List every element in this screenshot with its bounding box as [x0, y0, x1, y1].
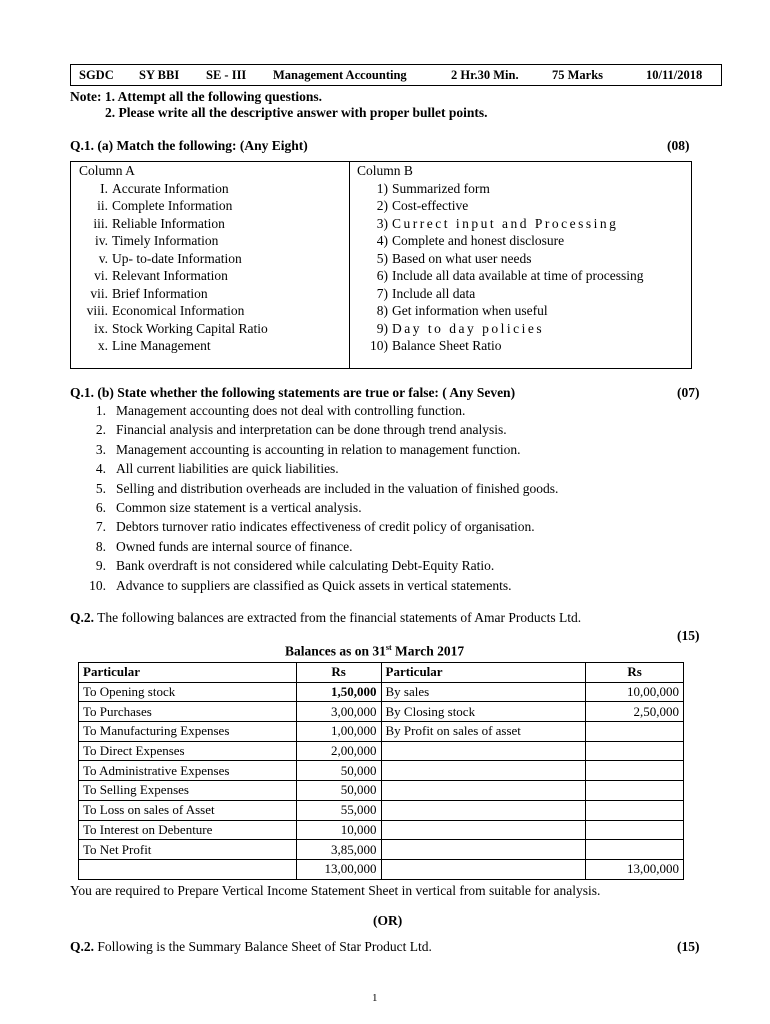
left-amount: 1,50,000: [296, 682, 381, 702]
column-a-item-number: ix.: [94, 320, 108, 336]
statement-text: Advance to suppliers are classified as Quick assets in vertical statements.: [116, 577, 512, 593]
column-a-item: [71, 215, 349, 233]
column-b: [350, 162, 691, 355]
statement-number: 10.: [89, 577, 106, 593]
right-amount: [586, 722, 684, 742]
left-particular: To Net Profit: [79, 840, 297, 860]
balances-title-post: March 2017: [391, 643, 465, 659]
subject: Management Accounting: [273, 68, 407, 82]
column-a-item-text: Relevant Information: [112, 268, 228, 283]
right-amount: [586, 761, 684, 781]
header-particular-2: Particular: [381, 663, 586, 683]
column-b-item-number: 6): [376, 268, 388, 283]
left-particular: To Purchases: [79, 702, 297, 722]
left-amount: 2,00,000: [296, 741, 381, 761]
column-a-item-number: viii.: [86, 303, 108, 318]
header-rs-2: Rs: [586, 663, 684, 683]
column-b-item: [350, 215, 691, 233]
total-marks: 75 Marks: [552, 68, 604, 82]
column-b-item-text: Include all data available at time of processing: [392, 268, 644, 283]
q1a-title: Q.1. (a) Match the following: (Any Eight): [70, 138, 308, 153]
column-a-item-number: v.: [98, 250, 108, 266]
left-amount: 10,000: [296, 820, 381, 840]
balances-title-sup: st: [385, 643, 392, 652]
balances-row: [79, 820, 684, 840]
left-particular: To Interest on Debenture: [79, 820, 297, 840]
statement-item: [70, 539, 558, 558]
exam-date: 10/11/2018: [646, 68, 703, 82]
q2-alt-text: Following is the Summary Balance Sheet of Star Product Ltd.: [97, 939, 432, 954]
column-a-item: [71, 180, 349, 198]
right-amount: 10,00,000: [586, 682, 684, 702]
column-b-item: [350, 320, 691, 338]
column-a-item-text: Accurate Information: [112, 180, 229, 196]
statement-text: Selling and distribution overheads are included in the valuation of finished goods.: [116, 480, 559, 496]
column-b-item-text: Complete and honest disclosure: [392, 233, 565, 248]
right-particular: [381, 840, 586, 860]
balances-row: [79, 741, 684, 761]
column-b-item-text: Balance Sheet Ratio: [392, 338, 502, 353]
balances-table: [78, 662, 684, 880]
column-a-item-number: iv.: [95, 233, 108, 248]
right-particular: By Profit on sales of asset: [381, 722, 586, 742]
column-a-item: [71, 320, 349, 338]
or-separator: (OR): [373, 913, 403, 928]
column-b-header: Column B: [357, 163, 413, 178]
statement-item: [70, 558, 558, 577]
statement-item: [70, 422, 558, 441]
total-blank-right: [381, 859, 586, 879]
q1b-marks: (07): [677, 385, 700, 400]
right-amount: [586, 781, 684, 801]
column-b-item: [350, 302, 691, 320]
column-a-item: [71, 232, 349, 250]
column-a-item-number: vii.: [90, 285, 108, 301]
left-amount: 50,000: [296, 761, 381, 781]
statement-number: 9.: [95, 558, 106, 574]
column-b-item-number: 4): [376, 233, 388, 248]
left-amount: 3,85,000: [296, 840, 381, 860]
balances-header-row: [79, 663, 684, 683]
right-particular: [381, 820, 586, 840]
statement-text: Owned funds are internal source of finance.: [116, 538, 353, 554]
column-b-item-text: Currect input and Processing: [392, 215, 619, 231]
column-a-item-number: I.: [100, 180, 108, 196]
q1a-marks: (08): [667, 138, 690, 153]
left-particular: To Selling Expenses: [79, 781, 297, 801]
balances-row: [79, 800, 684, 820]
statement-number: 1.: [95, 403, 106, 418]
column-a-item-text: Timely Information: [112, 233, 219, 248]
column-a-item-text: Up- to-date Information: [112, 250, 242, 266]
column-b-item-number: 5): [376, 250, 388, 266]
column-a-header: Column A: [79, 163, 135, 178]
header-particular-1: Particular: [79, 663, 297, 683]
total-right: 13,00,000: [586, 859, 684, 879]
column-a-item: [71, 250, 349, 268]
right-particular: [381, 800, 586, 820]
column-b-item-number: 1): [376, 180, 388, 196]
statement-item: [70, 578, 558, 597]
column-b-item-text: Include all data: [392, 285, 476, 301]
column-b-item-text: Cost-effective: [392, 198, 469, 213]
right-particular: [381, 761, 586, 781]
right-amount: [586, 840, 684, 860]
column-b-item-text: Based on what user needs: [392, 250, 532, 266]
duration: 2 Hr.30 Min.: [451, 68, 519, 82]
column-b-item-text: Summarized form: [392, 180, 490, 196]
balances-row: [79, 781, 684, 801]
statement-item: [70, 519, 558, 538]
statement-number: 8.: [95, 538, 106, 554]
statement-number: 7.: [95, 519, 106, 535]
column-a-item-text: Brief Information: [112, 285, 208, 301]
right-particular: [381, 741, 586, 761]
column-b-item-text: Get information when useful: [392, 303, 548, 318]
column-a-item-text: Reliable Information: [112, 215, 225, 231]
balances-title-pre: Balances as on 31: [285, 643, 386, 659]
left-amount: 3,00,000: [296, 702, 381, 722]
right-particular: By Closing stock: [381, 702, 586, 722]
column-a: [71, 162, 349, 355]
column-a-item-text: Line Management: [112, 338, 211, 353]
statement-text: All current liabilities are quick liabilities.: [116, 461, 339, 477]
right-amount: 2,50,000: [586, 702, 684, 722]
statement-number: 5.: [95, 480, 106, 496]
statement-text: Debtors turnover ratio indicates effectiveness of credit policy of organisation.: [116, 519, 535, 535]
column-b-item-number: 2): [376, 198, 388, 213]
statement-text: Management accounting does not deal with controlling function.: [116, 403, 466, 418]
column-b-item: [350, 337, 691, 355]
q2-alt: [70, 939, 432, 955]
balances-row: [79, 702, 684, 722]
left-particular: To Loss on sales of Asset: [79, 800, 297, 820]
column-b-item-text: Day to day policies: [392, 320, 545, 336]
column-a-item-number: ii.: [97, 198, 108, 213]
balances-total-row: [79, 859, 684, 879]
left-amount: 1,00,000: [296, 722, 381, 742]
total-left: 13,00,000: [296, 859, 381, 879]
column-a-item-number: vi.: [94, 268, 108, 283]
column-a-item-text: Stock Working Capital Ratio: [112, 320, 268, 336]
note-line-1: Note: 1. Attempt all the following questions.: [70, 89, 322, 104]
column-b-item: [350, 232, 691, 250]
left-particular: To Direct Expenses: [79, 741, 297, 761]
column-a-item-number: x.: [97, 338, 108, 353]
q2-instruction: You are required to Prepare Vertical Income Statement Sheet in vertical from suitable for analysis.: [70, 883, 601, 898]
column-b-item: [350, 267, 691, 285]
page-number: 1: [372, 992, 378, 1004]
statement-text: Management accounting is accounting in relation to management function.: [116, 441, 521, 457]
column-b-item-number: 3): [376, 215, 388, 231]
left-particular: To Opening stock: [79, 682, 297, 702]
column-b-item: [350, 180, 691, 198]
right-amount: [586, 800, 684, 820]
column-b-item: [350, 197, 691, 215]
statement-number: 3.: [95, 441, 106, 457]
exam-header: [70, 64, 722, 86]
q2-marks: (15): [677, 628, 700, 643]
balances-title: [285, 643, 464, 660]
column-b-item: [350, 285, 691, 303]
statement-text: Bank overdraft is not considered while calculating Debt-Equity Ratio.: [116, 558, 495, 574]
class-name: SY BBI: [139, 68, 180, 82]
statement-item: [70, 403, 558, 422]
left-amount: 50,000: [296, 781, 381, 801]
balances-row: [79, 722, 684, 742]
balances-row: [79, 682, 684, 702]
left-particular: To Manufacturing Expenses: [79, 722, 297, 742]
statement-number: 2.: [95, 422, 106, 438]
column-b-item-number: 10): [370, 338, 388, 353]
column-a-item: [71, 197, 349, 215]
right-particular: By sales: [381, 682, 586, 702]
statement-number: 6.: [95, 499, 106, 515]
q2-intro: [70, 610, 581, 626]
q1b-title: Q.1. (b) State whether the following statements are true or false: ( Any Seven): [70, 385, 516, 400]
statement-item: [70, 442, 558, 461]
column-b-item-number: 7): [376, 285, 388, 301]
statement-number: 4.: [95, 461, 106, 477]
column-a-item: [71, 267, 349, 285]
true-false-list: [70, 403, 558, 597]
column-a-item-text: Complete Information: [112, 198, 233, 213]
column-a-item: [71, 337, 349, 355]
q2-alt-label: Q.2.: [70, 939, 95, 954]
header-rs-1: Rs: [296, 663, 381, 683]
right-particular: [381, 781, 586, 801]
column-b-item: [350, 250, 691, 268]
balances-row: [79, 840, 684, 860]
statement-item: [70, 481, 558, 500]
left-amount: 55,000: [296, 800, 381, 820]
q2-label: Q.2.: [70, 610, 95, 625]
statement-item: [70, 500, 558, 519]
college-code: SGDC: [79, 68, 114, 82]
match-table: [70, 161, 692, 369]
column-a-item-text: Economical Information: [112, 303, 245, 318]
left-particular: To Administrative Expenses: [79, 761, 297, 781]
column-b-item-number: 8): [376, 303, 388, 318]
total-blank-left: [79, 859, 297, 879]
column-a-item: [71, 285, 349, 303]
right-amount: [586, 741, 684, 761]
statement-text: Financial analysis and interpretation can be done through trend analysis.: [116, 422, 507, 438]
column-b-item-number: 9): [376, 320, 388, 336]
balances-row: [79, 761, 684, 781]
statement-item: [70, 461, 558, 480]
statement-text: Common size statement is a vertical analysis.: [116, 499, 362, 515]
semester: SE - III: [206, 68, 247, 82]
column-a-item: [71, 302, 349, 320]
column-a-item-number: iii.: [93, 215, 108, 231]
note-line-2: 2. Please write all the descriptive answer with proper bullet points.: [105, 105, 488, 120]
right-amount: [586, 820, 684, 840]
q2-intro-text: The following balances are extracted from the financial statements of Amar Products Ltd.: [97, 610, 582, 625]
q2-alt-marks: (15): [677, 939, 700, 954]
